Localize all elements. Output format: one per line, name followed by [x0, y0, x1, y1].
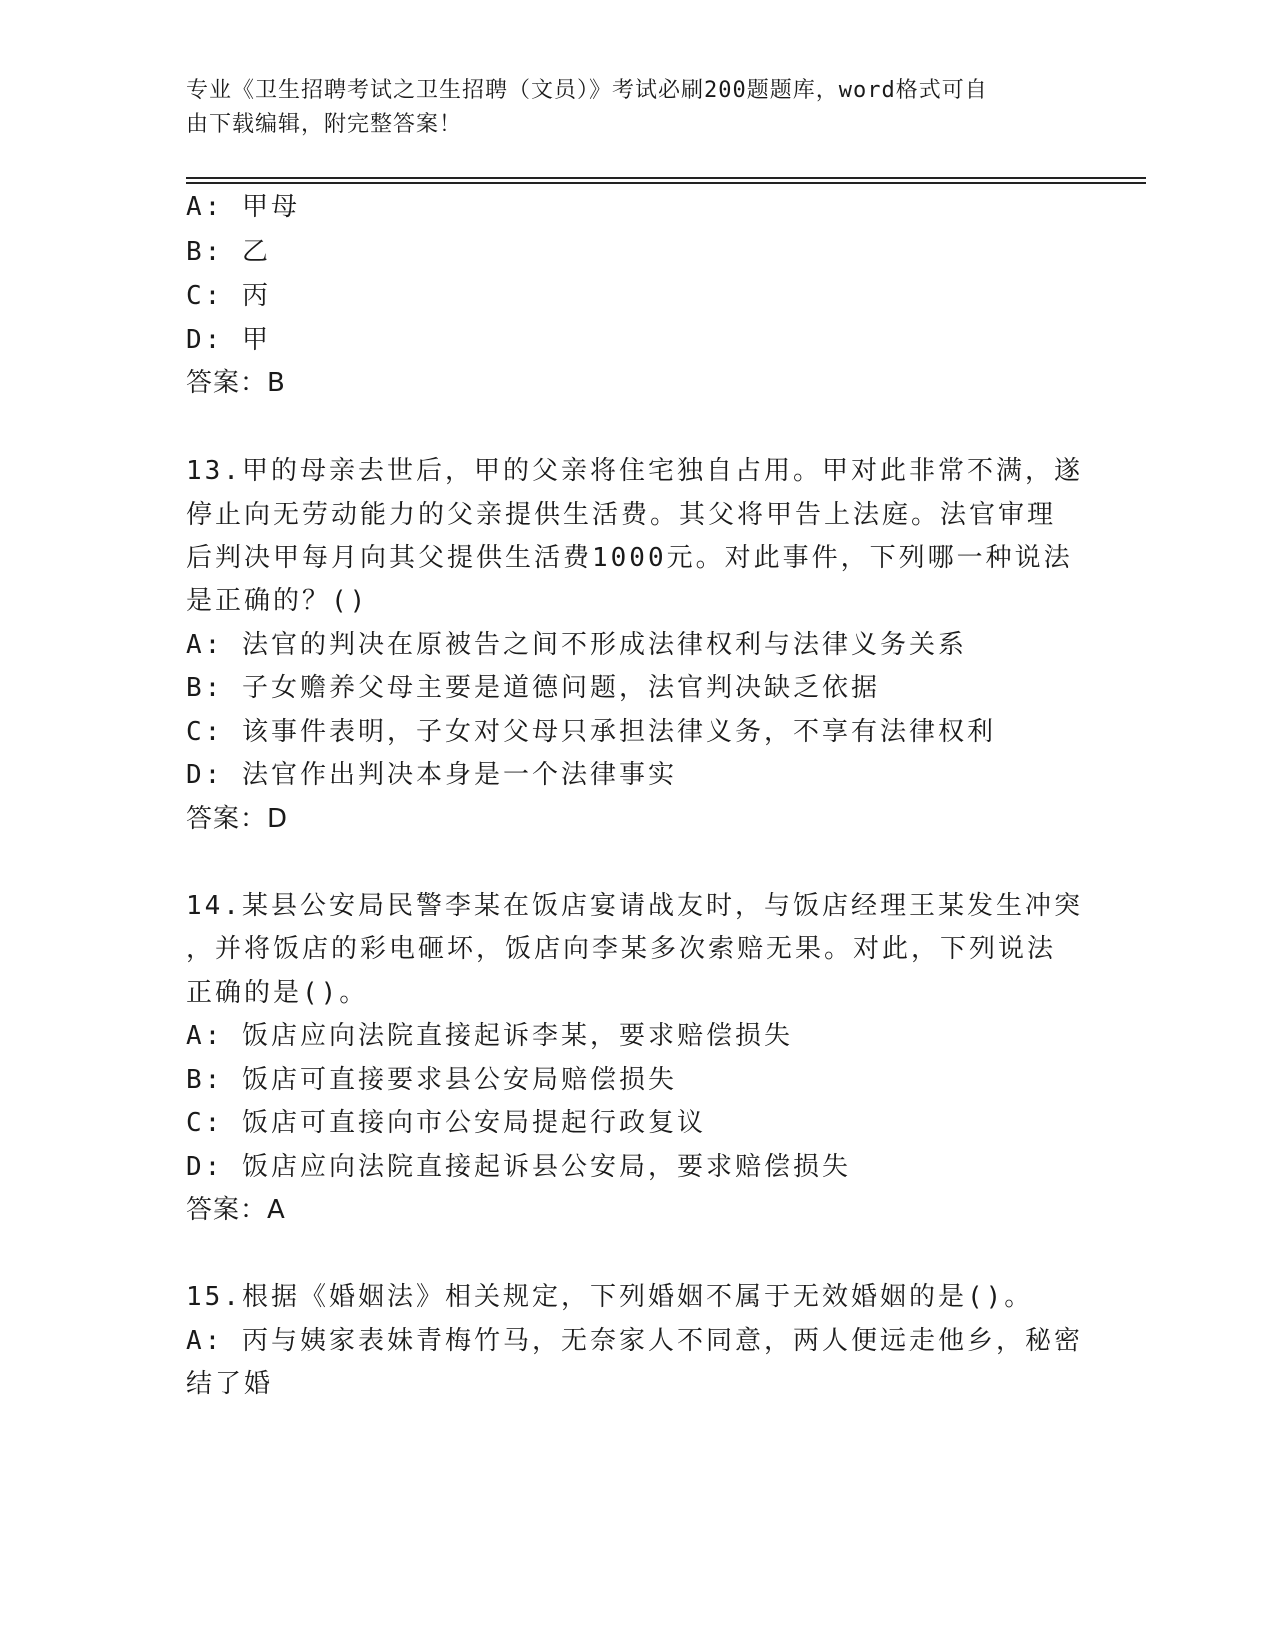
q13-stem-line-3: 后判决甲每月向其父提供生活费1000元。对此事件，下列哪一种说法 [186, 543, 1073, 573]
header-divider-bottom [186, 182, 1146, 184]
q13-answer: 答案：D [186, 804, 289, 834]
q15-stem-line-1: 15.根据《婚姻法》相关规定，下列婚姻不属于无效婚姻的是()。 [186, 1282, 1034, 1312]
q14-answer: 答案：A [186, 1195, 286, 1225]
q13-option-a: A: 法官的判决在原被告之间不形成法律权利与法律义务关系 [186, 630, 967, 660]
header-line-1: 专业《卫生招聘考试之卫生招聘（文员）》考试必刷200题题库，word格式可自 [186, 78, 988, 103]
q14-option-c: C: 饭店可直接向市公安局提起行政复议 [186, 1108, 706, 1138]
q14-option-d: D: 饭店应向法院直接起诉县公安局，要求赔偿损失 [186, 1152, 851, 1182]
q13-stem-line-4: 是正确的？() [186, 586, 369, 616]
q12-option-a: A: 甲母 [186, 192, 300, 222]
q12-option-b: B: 乙 [186, 237, 271, 267]
q13-stem-line-1: 13.甲的母亲去世后，甲的父亲将住宅独自占用。甲对此非常不满，遂 [186, 456, 1083, 486]
q12-option-d: D: 甲 [186, 325, 271, 355]
q14-option-b: B: 饭店可直接要求县公安局赔偿损失 [186, 1065, 677, 1095]
q14-stem-line-3: 正确的是()。 [186, 978, 369, 1008]
q14-option-a: A: 饭店应向法院直接起诉李某，要求赔偿损失 [186, 1021, 793, 1051]
q14-stem-line-2: ，并将饭店的彩电砸坏，饭店向李某多次索赔无果。对此，下列说法 [186, 934, 1057, 964]
q12-answer: 答案：B [186, 368, 286, 398]
q14-stem-line-1: 14.某县公安局民警李某在饭店宴请战友时，与饭店经理王某发生冲突 [186, 891, 1083, 921]
header-line-2: 由下载编辑，附完整答案！ [186, 112, 463, 137]
q15-option-a-continued: 结了婚 [186, 1369, 274, 1399]
document-header [186, 74, 1066, 142]
q15-option-a: A: 丙与姨家表妹青梅竹马，无奈家人不同意，两人便远走他乡，秘密 [186, 1326, 1083, 1356]
q12-option-c: C: 丙 [186, 281, 271, 311]
q13-option-b: B: 子女赡养父母主要是道德问题，法官判决缺乏依据 [186, 673, 880, 703]
q13-option-c: C: 该事件表明，子女对父母只承担法律义务，不享有法律权利 [186, 717, 996, 747]
header-divider-top [186, 177, 1146, 179]
q13-option-d: D: 法官作出判决本身是一个法律事实 [186, 760, 677, 790]
q13-stem-line-2: 停止向无劳动能力的父亲提供生活费。其父将甲告上法庭。法官审理 [186, 500, 1057, 530]
